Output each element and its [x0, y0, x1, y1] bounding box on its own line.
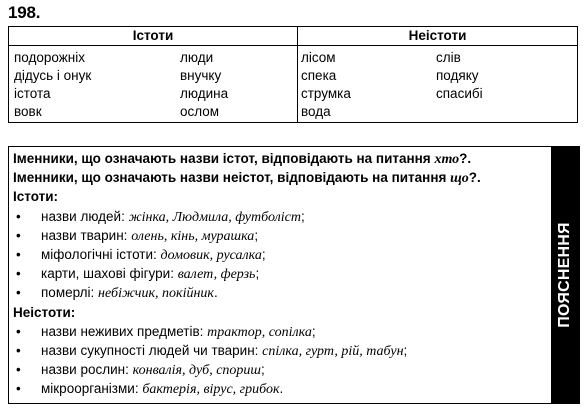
- table-cell: люди: [180, 50, 214, 65]
- list-item: • назви тварин: олень, кінь, мурашка;: [16, 227, 259, 244]
- table-cell: внучку: [180, 68, 222, 83]
- list-item: • назви неживих предметів: трактор, сопілка;: [16, 323, 316, 340]
- list-item: • назви рослин: конвалія, дуб, спориш;: [16, 362, 265, 379]
- table-cell: вода: [301, 104, 331, 119]
- explanation-box: [8, 146, 580, 404]
- list-item: • померлі: небіжчик, покійник.: [16, 285, 218, 302]
- table-cell: спасибі: [436, 86, 483, 101]
- header-inanimate: Неістоти: [408, 28, 467, 43]
- exercise-number: 198.: [8, 3, 41, 22]
- list-item: • назви людей: жінка, Людмила, футболіст;: [16, 208, 305, 225]
- list-item: • мікроорганізми: бактерія, вірус, грибок.: [16, 381, 284, 398]
- side-label: ПОЯСНЕННЯ: [556, 222, 573, 328]
- explanation-content: [13, 149, 549, 398]
- rule-inanimate: Іменники, що означають назви неістот, відповідають на питання що?.: [13, 170, 481, 187]
- table-cell: ослом: [180, 104, 220, 119]
- table-cell: лісом: [301, 50, 336, 65]
- table-cell: слів: [436, 50, 461, 65]
- table-cell: струмка: [301, 86, 351, 101]
- table-cell: істота: [14, 86, 51, 101]
- table-cell: вовк: [14, 104, 42, 119]
- side-label-bar: [551, 147, 579, 403]
- nouns-table: [8, 26, 578, 123]
- table-cell: спека: [301, 68, 337, 83]
- rule-animate: Іменники, що означають назви істот, відповідають на питання хто?.: [13, 151, 472, 167]
- table-cell: людина: [180, 86, 229, 101]
- header-animate: Істоти: [132, 28, 174, 43]
- list-item: • карти, шахові фігури: валет, ферзь;: [16, 266, 260, 283]
- table-cell: подяку: [436, 68, 479, 83]
- header-divider: [9, 45, 577, 46]
- table-cell: подорожніх: [14, 50, 86, 65]
- list-item: • міфологічні істоти: домовик, русалка;: [16, 246, 266, 263]
- animate-heading: Істоти:: [13, 189, 59, 205]
- inanimate-heading: Неістоти:: [13, 304, 76, 320]
- list-item: • назви сукупності людей чи тварин: спілка, гурт, рій, табун;: [16, 342, 408, 359]
- table-cell: дідусь і онук: [14, 68, 92, 83]
